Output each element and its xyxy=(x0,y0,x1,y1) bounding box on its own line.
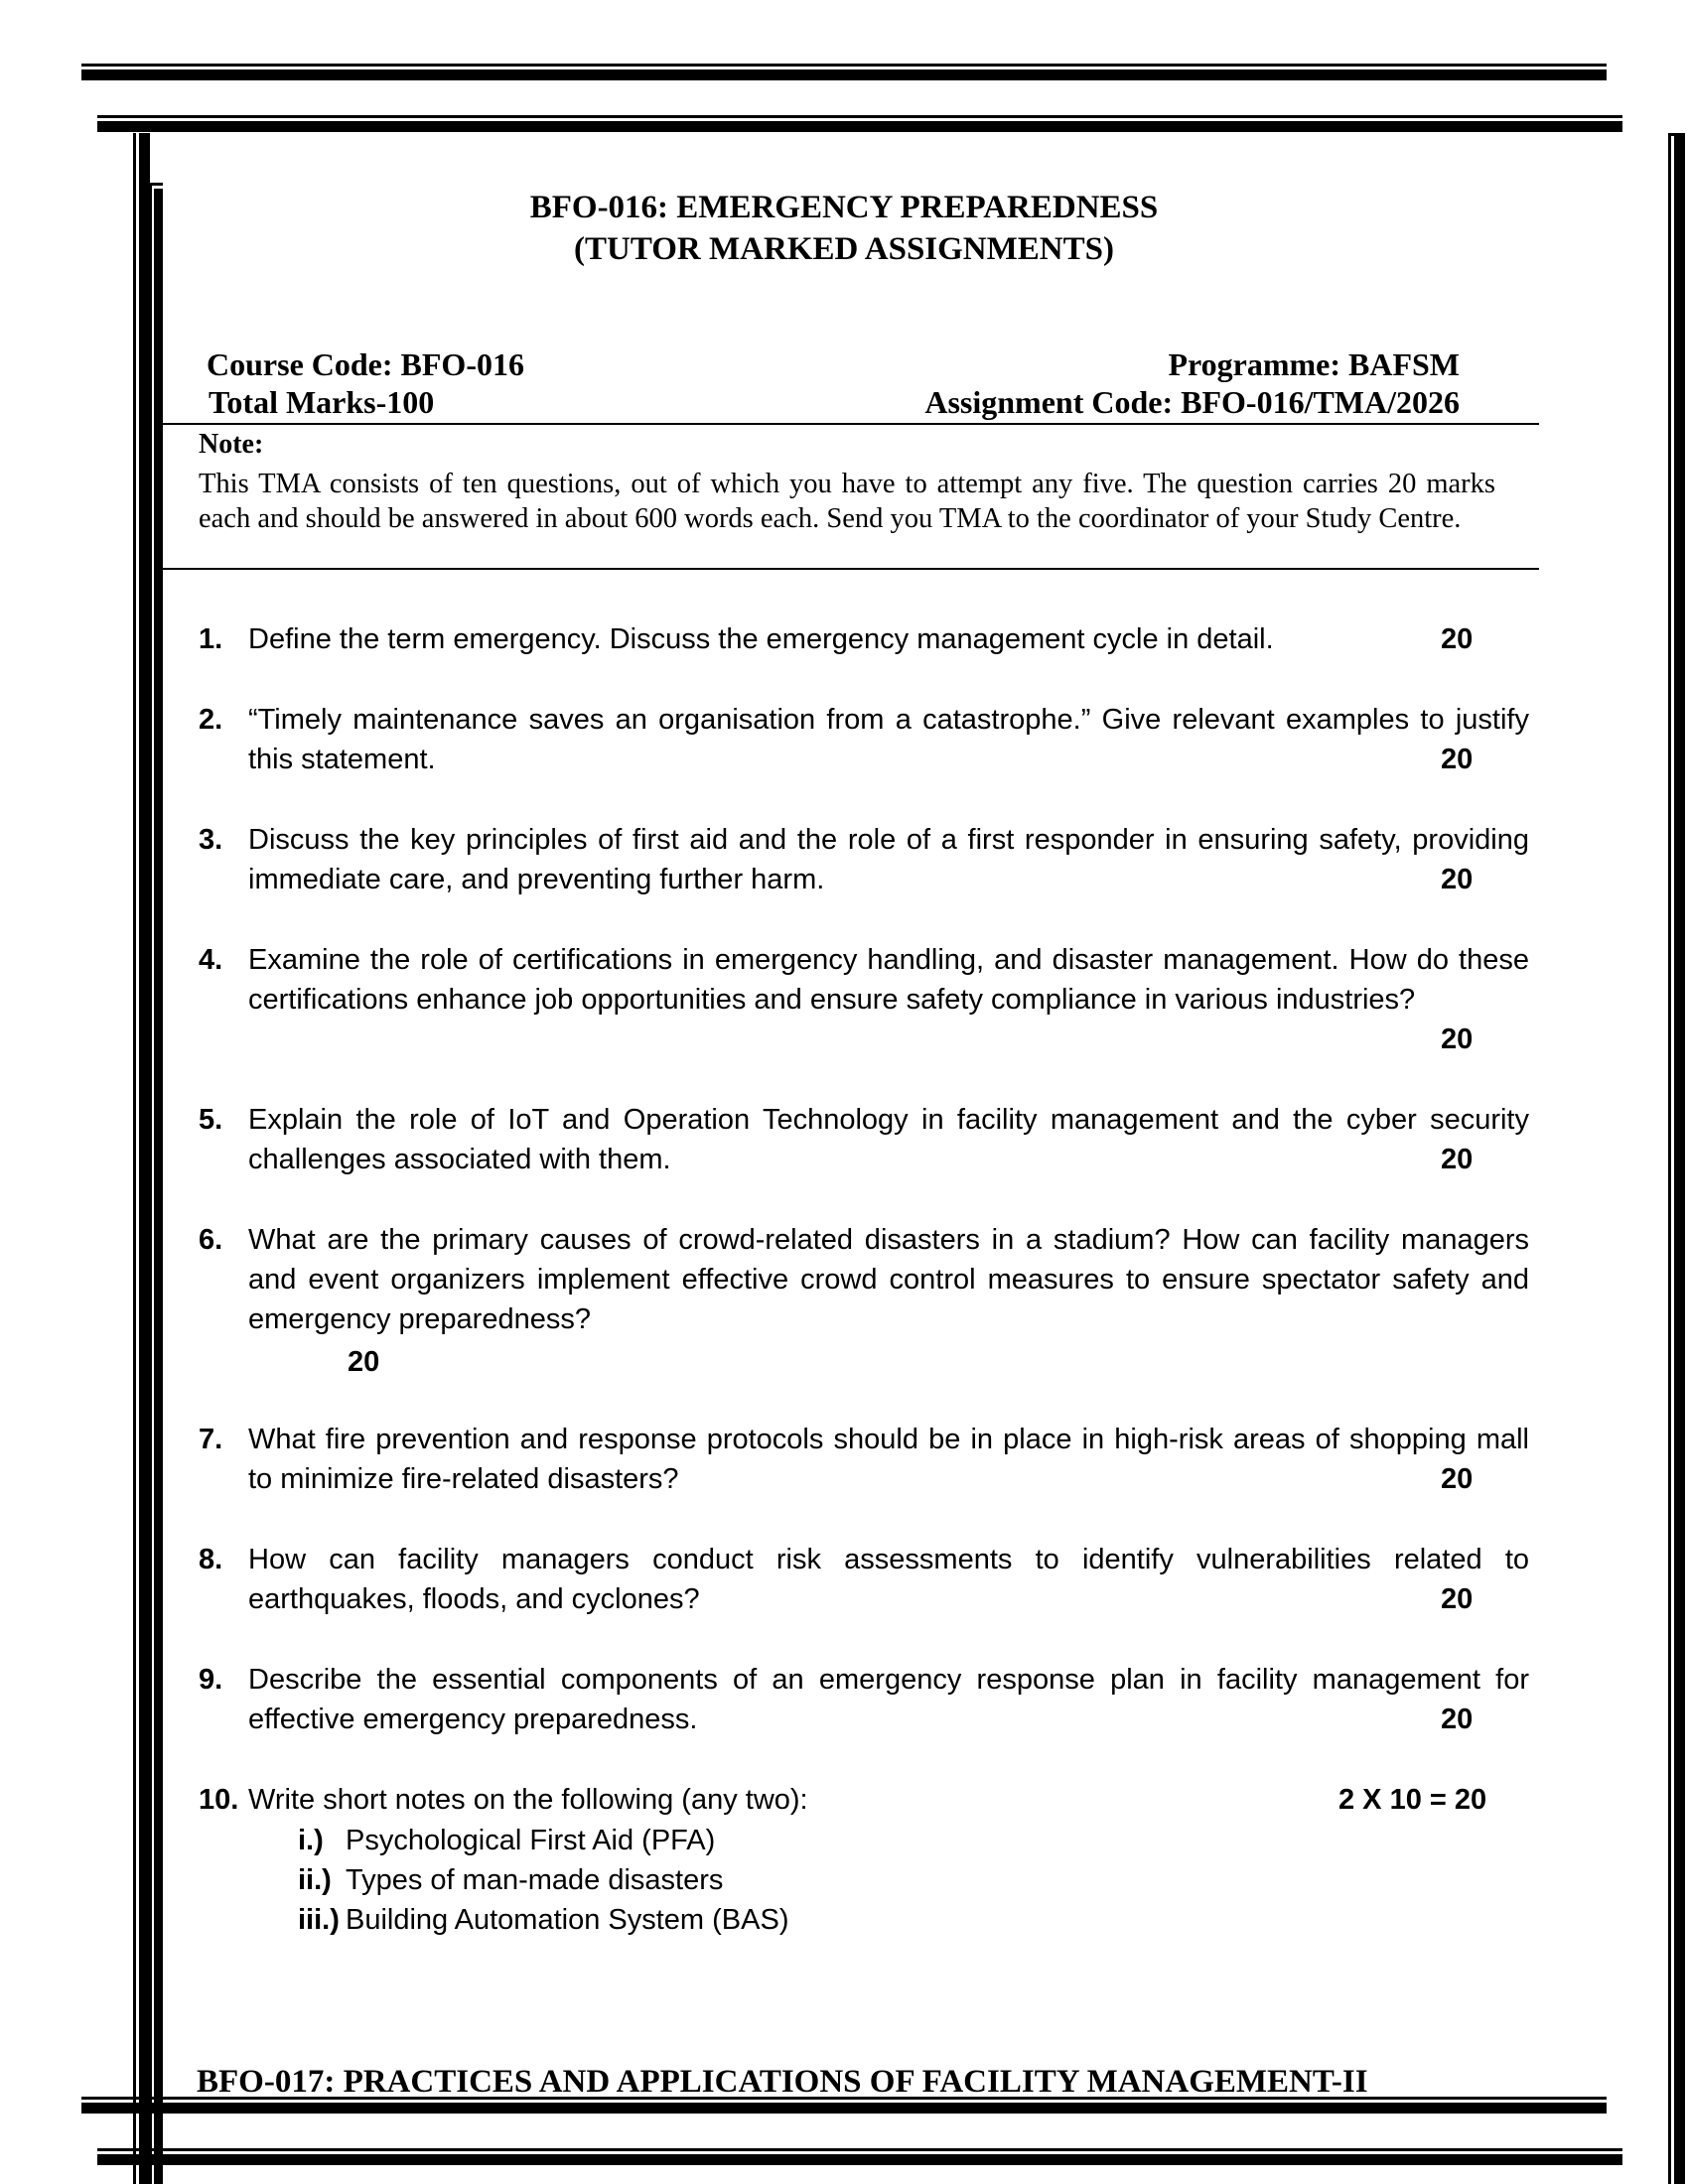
course-code: Course Code: BFO-016 xyxy=(207,346,524,382)
question-number: 10. xyxy=(199,1784,239,1816)
question-marks: 20 xyxy=(1441,1704,1474,1735)
divider xyxy=(157,423,1539,425)
question-10 xyxy=(199,1780,1529,1820)
total-marks: Total Marks-100 xyxy=(209,384,435,420)
question-marks: 20 xyxy=(348,1346,380,1378)
question-text: What fire prevention and response protocols should be in place in high-risk areas of shopping mall to minimize fire-related disasters? xyxy=(248,1424,1529,1495)
question-7 xyxy=(199,1420,1529,1499)
question-marks: 20 xyxy=(1441,744,1474,775)
next-course-title: BFO-017: PRACTICES AND APPLICATIONS OF FACILITY MANAGEMENT-II xyxy=(197,2064,1368,2100)
question-text: Explain the role of IoT and Operation Technology in facility management and the cyber security challenges associated with them. xyxy=(248,1104,1529,1175)
divider xyxy=(157,568,1539,570)
sub-item-label: iii.) xyxy=(298,1904,340,1936)
question-6 xyxy=(199,1220,1529,1339)
sub-item-text: Psychological First Aid (PFA) xyxy=(346,1825,716,1856)
assignment-code: Assignment Code: BFO-016/TMA/2026 xyxy=(924,384,1460,420)
question-text: What are the primary causes of crowd-related disasters in a stadium? How can facility managers and event organizers implement effective crowd control measures to ensure spectator safety and emergency preparedness? xyxy=(248,1224,1529,1335)
question-marks: 2 X 10 = 20 xyxy=(1338,1784,1487,1816)
question-text: How can facility managers conduct risk assessments to identify vulnerabilities related to earthquakes, floods, and cyclones? xyxy=(248,1544,1529,1615)
question-9 xyxy=(199,1660,1529,1739)
question-marks: 20 xyxy=(1441,1024,1474,1055)
question-8 xyxy=(199,1540,1529,1619)
question-number: 2. xyxy=(199,704,223,736)
sub-item-label: i.) xyxy=(298,1825,324,1856)
question-text: Examine the role of certifications in emergency handling, and disaster management. How do these certifications enhance job opportunities and ensure safety compliance in various industries? xyxy=(248,944,1529,1016)
question-text: Discuss the key principles of first aid and the role of a first responder in ensuring safety, providing immediate care, and preventing further harm. xyxy=(248,824,1529,895)
page-subtitle: (TUTOR MARKED ASSIGNMENTS) xyxy=(574,231,1114,267)
question-number: 5. xyxy=(199,1104,223,1136)
question-4 xyxy=(199,940,1529,1020)
question-marks: 20 xyxy=(1441,1144,1474,1175)
page-title: BFO-016: EMERGENCY PREPAREDNESS xyxy=(529,190,1159,225)
question-marks: 20 xyxy=(1441,623,1474,655)
sub-item xyxy=(298,1900,788,1940)
sub-item-text: Building Automation System (BAS) xyxy=(346,1904,789,1936)
programme: Programme: BAFSM xyxy=(1168,346,1460,382)
question-text: Describe the essential components of an emergency response plan in facility management for effective emergency preparedness. xyxy=(248,1664,1529,1735)
question-marks: 20 xyxy=(1441,864,1474,895)
question-number: 7. xyxy=(199,1424,223,1455)
question-2 xyxy=(199,700,1529,779)
question-number: 1. xyxy=(199,623,223,655)
question-1 xyxy=(199,619,1529,659)
sub-item-text: Types of man-made disasters xyxy=(346,1864,724,1896)
question-number: 8. xyxy=(199,1544,223,1575)
question-text: Define the term emergency. Discuss the emergency management cycle in detail. xyxy=(248,623,1274,655)
question-number: 6. xyxy=(199,1224,223,1256)
note-body: This TMA consists of ten questions, out of which you have to attempt any five. The question carries 20 marks each and should be answered in about 600 words each. Send you TMA to the coordinator of your Study Centre. xyxy=(199,469,1495,534)
question-marks: 20 xyxy=(1441,1583,1474,1615)
question-text: Write short notes on the following (any two): xyxy=(248,1784,808,1816)
question-number: 4. xyxy=(199,944,223,976)
question-text: “Timely maintenance saves an organisation from a catastrophe.” Give relevant examples to justify this statement. xyxy=(248,704,1529,775)
sub-item xyxy=(298,1860,723,1900)
sub-item xyxy=(298,1821,715,1860)
question-3 xyxy=(199,820,1529,899)
question-marks: 20 xyxy=(1441,1463,1474,1495)
note-heading: Note: xyxy=(199,429,264,460)
sub-item-label: ii.) xyxy=(298,1864,332,1896)
question-5 xyxy=(199,1100,1529,1179)
question-number: 3. xyxy=(199,824,223,856)
question-number: 9. xyxy=(199,1664,223,1696)
